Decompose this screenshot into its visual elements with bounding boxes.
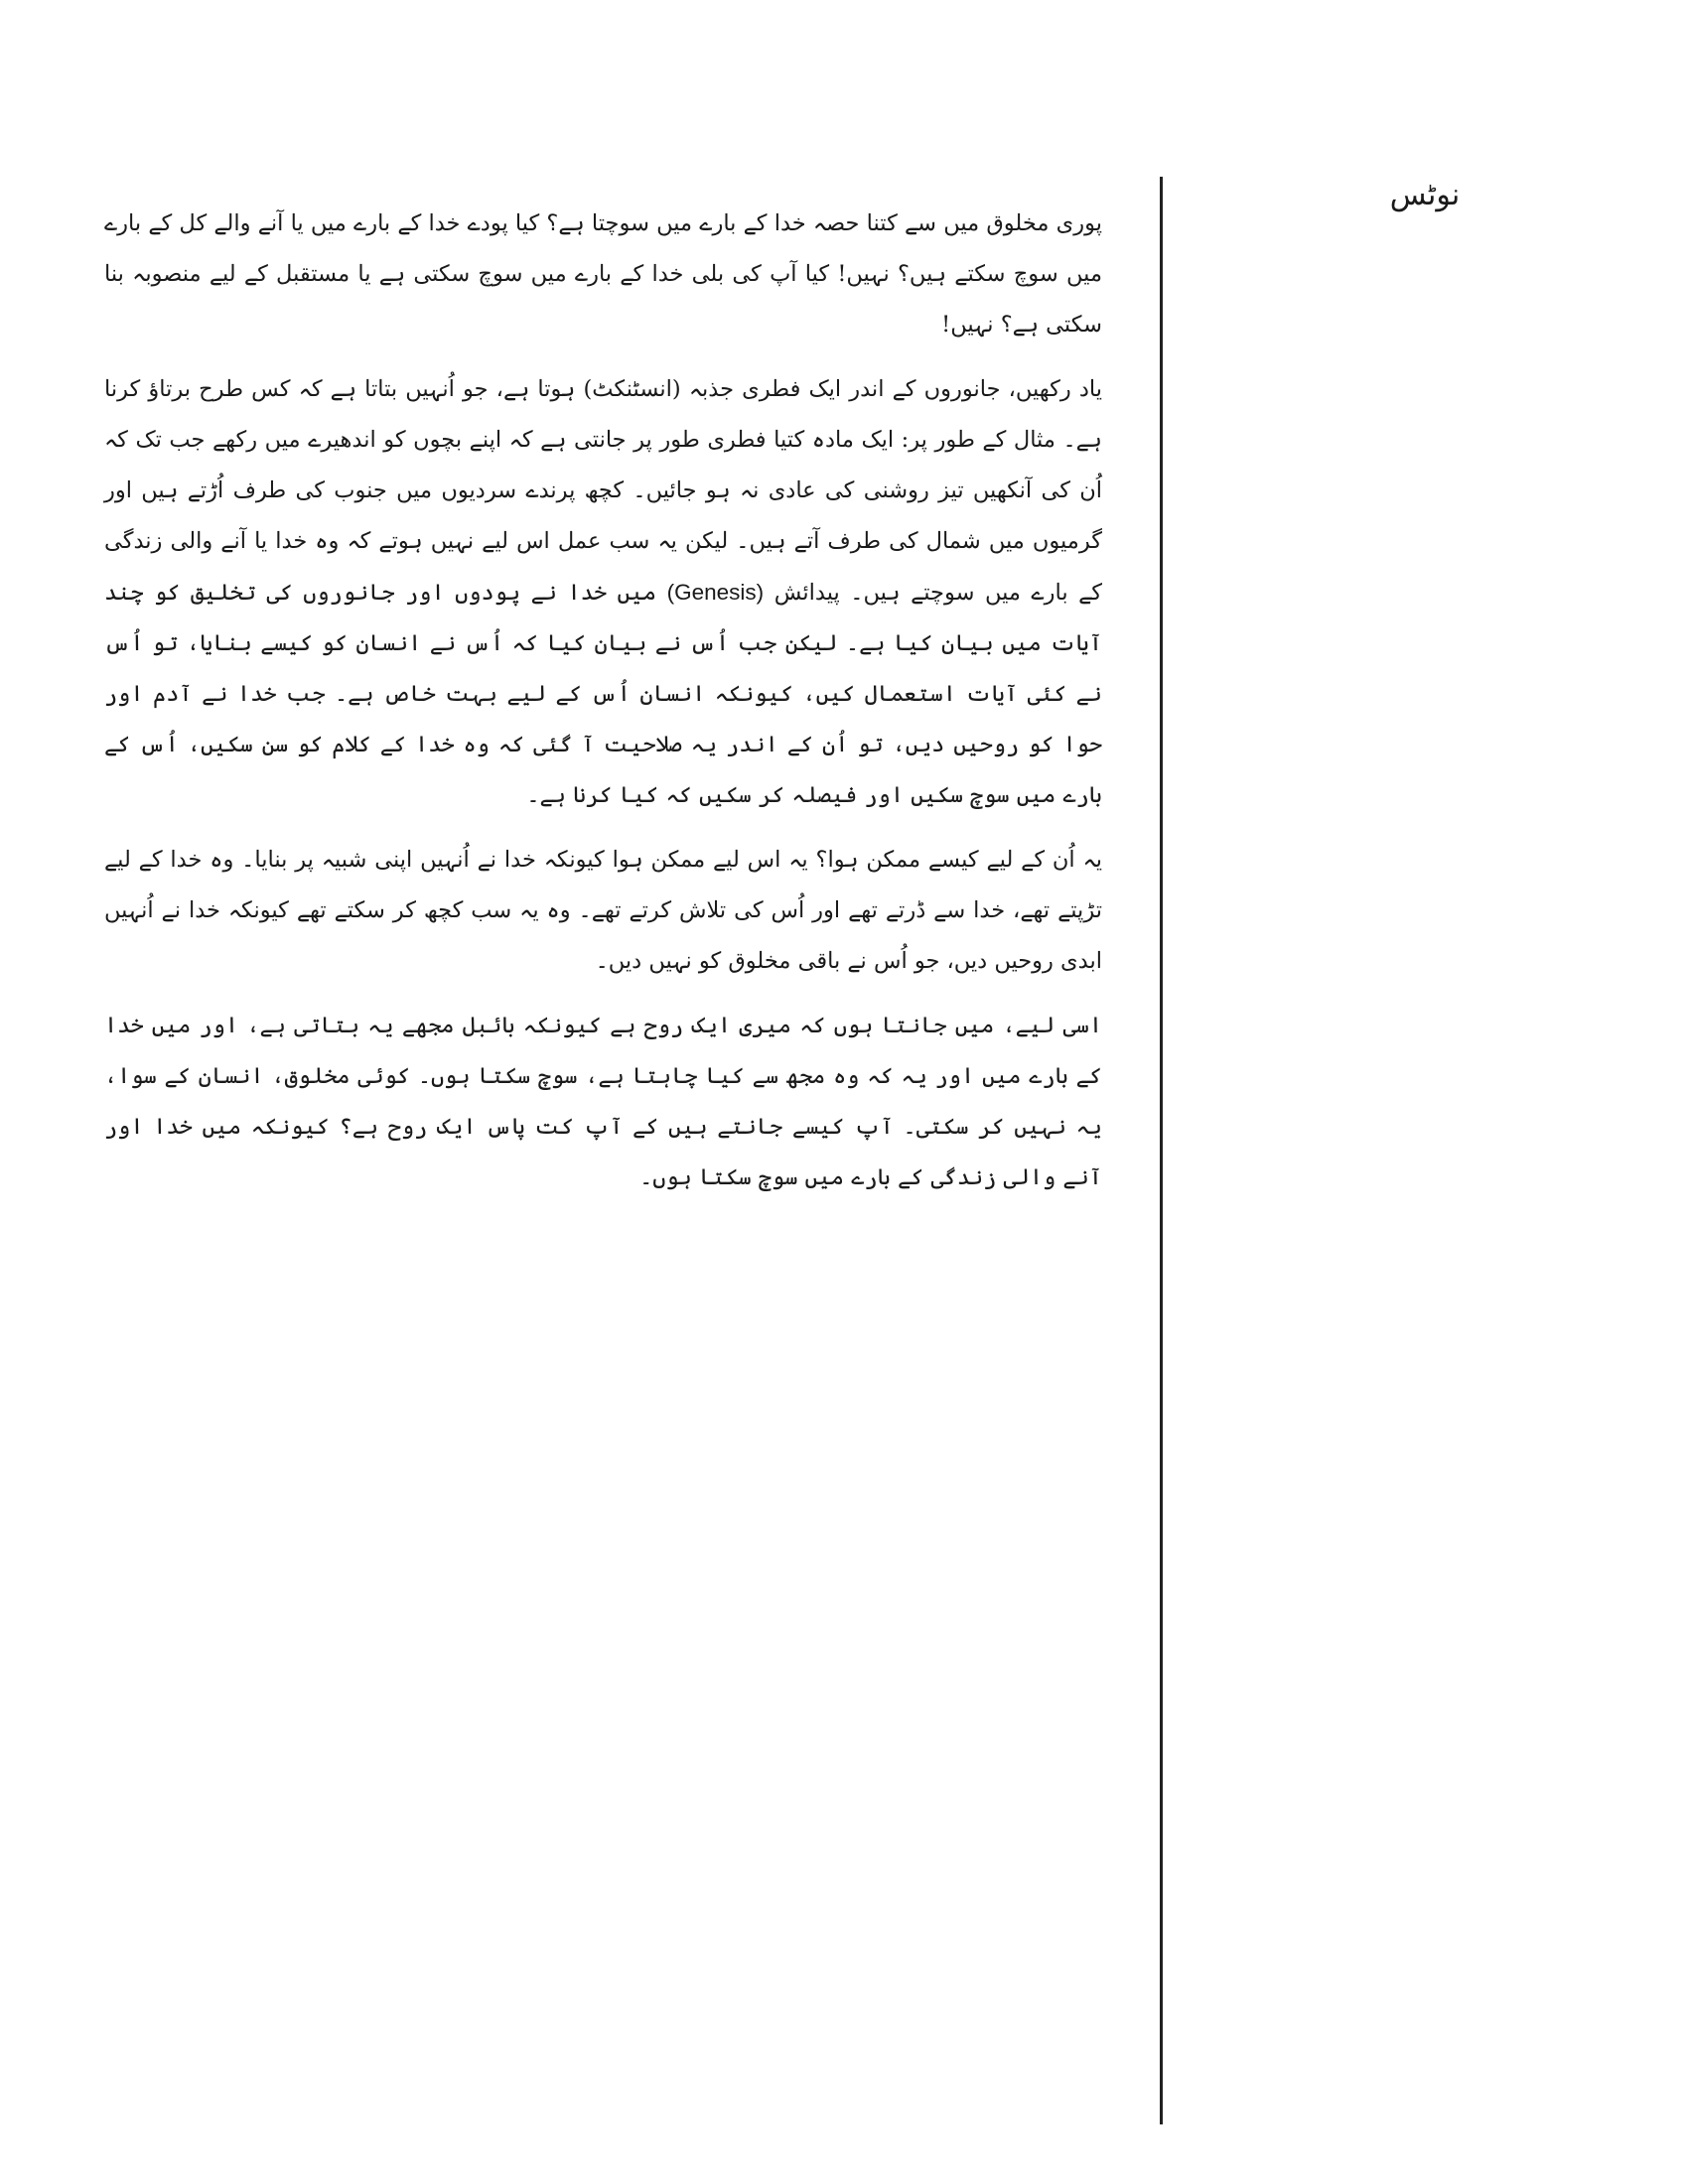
paragraph-2-part-1: یاد رکھیں، جانوروں کے اندر ایک فطری جذبہ (انسٹنکٹ) ہوتا ہے، جو اُنہیں بتاتا ہے کہ کس طرح برتاؤ کرنا ہے۔ مثال کے طور پر: ایک مادہ کتیا فطری طور پر جانتی ہے کہ اپنے بچوں کو اندھیرے میں رکھے جب تک کہ اُن کی آنکھیں تیز روشنی کی عادی نہ ہو جائیں۔ کچھ پرندے سردیوں میں جنوب کی طرف اُڑتے ہیں اور گرمیوں میں شمال کی طرف آتے ہیں۔ لیکن یہ سب عمل اس لیے نہیں ہوتے کہ وہ خدا یا آنے والی زندگی کے بارے میں سوچتے ہیں۔ پیدائش bbox=[104, 376, 1103, 606]
main-text bbox=[104, 199, 1102, 1217]
paragraph-2-part-2: میں خدا نے پودوں اور جانوروں کی تخلیق کو چند آیات میں بیان کیا ہے۔ لیکن جب اُس نے بیان کیا کہ اُس نے انسان کو کیسے بنایا، تو اُس نے کئی آیات استعمال کیں، کیونکہ انسان اُس کے لیے بہت خاص ہے۔ جب خدا نے آدم اور حوا کو روحیں دیں، تو اُن کے اندر یہ صلاحیت آ گئی کہ وہ خدا کے کلام کو سن سکیں، اُس کے بارے میں سوچ سکیں اور فیصلہ کر سکیں کہ کیا کرنا ہے۔ bbox=[104, 580, 1102, 808]
notes-heading: نوٹس bbox=[1389, 178, 1461, 212]
paragraph-2 bbox=[104, 364, 1102, 821]
paragraph-3: یہ اُن کے لیے کیسے ممکن ہوا؟ یہ اس لیے ممکن ہوا کیونکہ خدا نے اُنہیں اپنی شبیہ پر بنایا۔ وہ خدا کے لیے تڑپتے تھے، خدا سے ڈرتے تھے اور اُس کی تلاش کرتے تھے۔ وہ یہ سب کچھ کر سکتے تھے کیونکہ خدا نے اُنہیں ابدی روحیں دیں، جو اُس نے باقی مخلوق کو نہیں دیں۔ bbox=[104, 847, 1102, 974]
genesis-term: (Genesis) bbox=[666, 580, 765, 605]
column-divider bbox=[1160, 177, 1163, 2124]
paragraph-1: پوری مخلوق میں سے کتنا حصہ خدا کے بارے میں سوچتا ہے؟ کیا پودے خدا کے بارے میں یا آنے والے کل کے بارے میں سوچ سکتے ہیں؟ نہیں! کیا آپ کی بلی خدا کے بارے میں سوچ سکتی ہے یا مستقبل کے لیے منصوبہ بنا سکتی ہے؟ نہیں! bbox=[104, 210, 1102, 338]
paragraph-4: اسی لیے، میں جانتا ہوں کہ میری ایک روح ہے کیونکہ بائبل مجھے یہ بتاتی ہے، اور میں خدا کے بارے میں اور یہ کہ وہ مجھ سے کیا چاہتا ہے، سوچ سکتا ہوں۔ کوئی مخلوق، انسان کے سوا، یہ نہیں کر سکتی۔ آپ کیسے جانتے ہیں کے آپ کت پاس ایک روح ہے؟ کیونکہ میں خدا اور آنے والی زندگی کے بارے میں سوچ سکتا ہوں۔ bbox=[104, 1013, 1102, 1190]
